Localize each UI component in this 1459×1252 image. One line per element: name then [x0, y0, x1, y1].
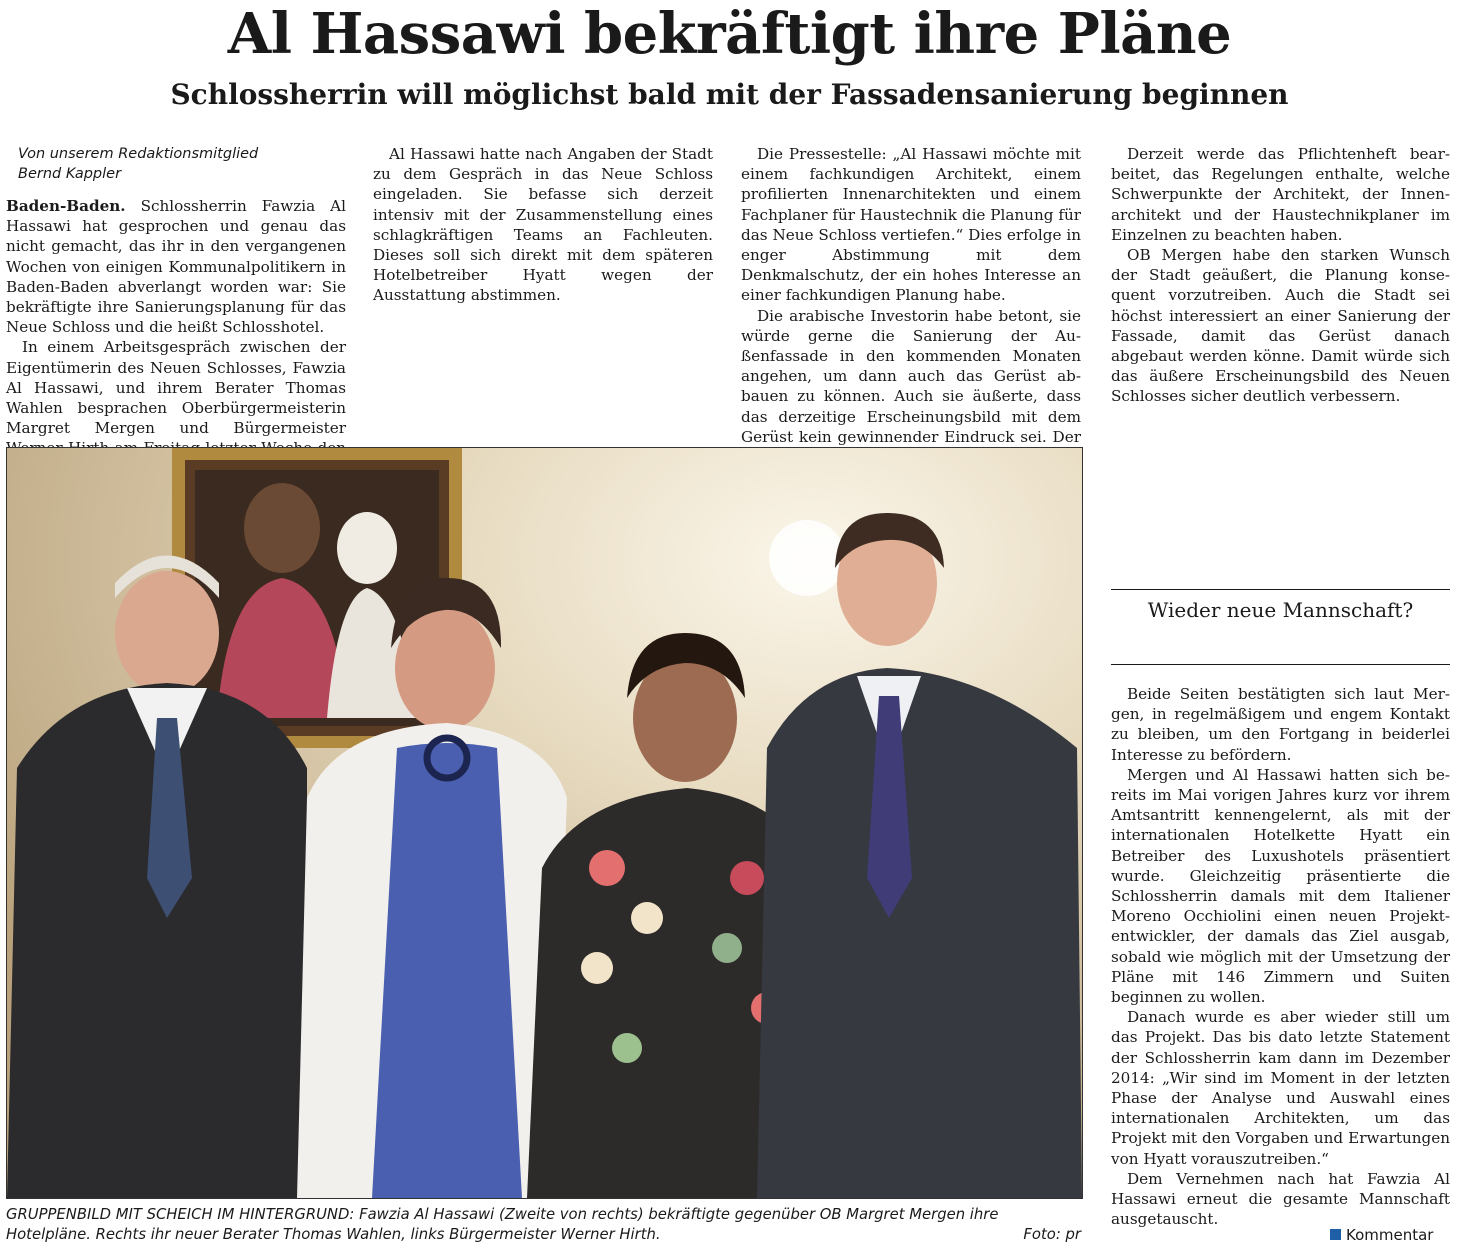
article-paragraph-2: In einem Arbeitsgespräch zwischen der Eigentümerin des Neuen Schlosses, Fawzia Al Hassawi, und ihrem Berater Thomas Wahlen besprachen Oberbürgermeisterin Margret Mergen und Bürgermeister — [6, 338, 346, 438]
headline: Al Hassawi bekräftigt ihre Pläne — [227, 1, 1232, 67]
photo-caption-text: GRUPPENBILD MIT SCHEICH IM HINTERGRUND: Fawzia Al Hassawi (Zweite von rechts) bekräftigte gegenüber OB Margret Mergen ihre Hotelpläne. Rechts ihr neuer Berater Thomas Wahlen, links Bürgermeister Werner Hirth. — [6, 1206, 999, 1243]
box-paragraph-2: Mergen und Al Hassawi hatten sich bereits im Mai vorigen Jahres kurz vor ihrem Amtsantritt kennengelernt, als mit der internationalen Hotelkette Hyatt ein Betreiber des Luxushotels präsentiert wurde. Gleichzeitig präsentierte die Schlossherrin damals mit dem Italiener Moreno Occhiolini einen neuen Projektentwickler, der damals das Ziel ausgab, sobald wie möglich mit der Umsetzung der Pläne mit 146 Zimmern und Suiten beginnen zu wollen. — [1111, 765, 1450, 1007]
dateline: Baden-Baden. — [6, 197, 126, 215]
article-paragraph-4: Die Pressestelle: „Al Hassawi möchte mit einem fachkundigen Architekt, einem profilierten Innenarchitekten und einem Fachplaner für Haustechnik die Planung für das Neue Schloss vertiefen.“ Dies erfolge in enger Abstimmung mit dem Denkmalschutz, der ein hohes Interesse an einer fachkundigen Planung habe. — [741, 145, 1081, 305]
article-paragraph-7: OB Mergen habe den starken Wunsch der Stadt geäußert, die Planung konsequent vorzutreiben. Auch die Stadt sei höchst interessiert an einer Sanierung der Fassade, damit das Gerüst danach abgebaut werden könne. Damit würde sich das äußere Erscheinungsbild des Neuen Schlosses sicher deutlich verbessern. — [1111, 246, 1450, 406]
byline-line-1: Von unserem Redaktionsmitglied — [18, 146, 259, 162]
article-paragraph-6: Derzeit werde das Pflichtenheft bearbeitet, das Regelungen enthalte, welche Schwerpunkte der Architekt, der Innenarchitekt und der Haustechnikplaner im Einzelnen zu beachten haben. — [1111, 145, 1450, 244]
article-paragraph-3: Al Hassawi hatte nach Angaben der Stadt zu dem Gespräch in das Neue Schloss eingeladen. Sie befasse sich derzeit intensiv mit der Zusammenstellung eines schlagkräftigen Teams an Fachleuten. Dieses soll sich direkt mit dem späteren Hotelbetreiber Hyatt wegen der Ausstattung abstimmen. — [373, 145, 713, 305]
photo-credit: Foto: pr — [1023, 1226, 1081, 1243]
article-paragraph-5: Die arabische Investorin habe betont, sie würde gerne die Sanierung der Außenfassade in den kommenden Monaten angehen, um dann auch das Gerüst abbauen zu können. Auch sie äußerte, dass das derzeitige Erscheinungsbild mit dem Gerüst kein gewinnender Eindruck sei. Der — [741, 306, 1081, 446]
box-paragraph-4: Dem Vernehmen nach hat Fawzia Al Hassawi erneut die gesamte Mannschaft ausgetauscht. — [1111, 1169, 1450, 1229]
box-title: Wieder neue Mannschaft? — [1147, 598, 1414, 622]
article-column-4-continued — [1111, 684, 1450, 1229]
article-column-2 — [373, 144, 713, 306]
article-column-4 — [1111, 144, 1450, 407]
square-marker-icon — [1330, 1229, 1341, 1240]
box-rule-bottom — [1111, 664, 1450, 665]
article-column-1 — [6, 144, 346, 499]
group-photo — [6, 447, 1083, 1199]
byline-author: Bernd Kappler — [18, 166, 122, 182]
box-paragraph-3: Danach wurde es aber wieder still um das Projekt. Das bis dato letzte Statement der Schlossherrin kam dann im Dezember 2014: „Wir sind im Moment in der letzten Phase der Analyse und Auswahl eines internationalen Architekten, um das Projekt mit den Vorgaben und Erwartungen von Hyatt vorauszutreiben.“ — [1111, 1008, 1450, 1168]
article-paragraph-1-text: Schlossherrin Fawzia Al Hassawi hat gesprochen und genau das nicht gemacht, das ihr in den vergangenen Wochen von einigen Kommunalpolitikern in Baden-Baden abverlangt worden war: Sie bekräftigte ihre Sanierungsplanung für das Neue Schloss und die heißt Schlosshotel. — [6, 197, 346, 337]
article-paragraph-1 — [6, 196, 346, 337]
photo-caption — [6, 1205, 1081, 1245]
group-photo-illustration — [7, 448, 1082, 1198]
byline — [6, 144, 346, 184]
box-rule-top — [1111, 589, 1450, 590]
kommentar-link[interactable] — [1330, 1225, 1433, 1245]
kommentar-label: Kommentar — [1346, 1226, 1434, 1244]
subheadline: Schlossherrin will möglichst bald mit der Fassadensanierung beginnen — [170, 78, 1289, 111]
box-paragraph-1: Beide Seiten bestätigten sich laut Mergen, in regelmäßigem und engem Kontakt zu bleiben, um den Fortgang in beiderlei Interesse zu befördern. — [1111, 685, 1450, 764]
